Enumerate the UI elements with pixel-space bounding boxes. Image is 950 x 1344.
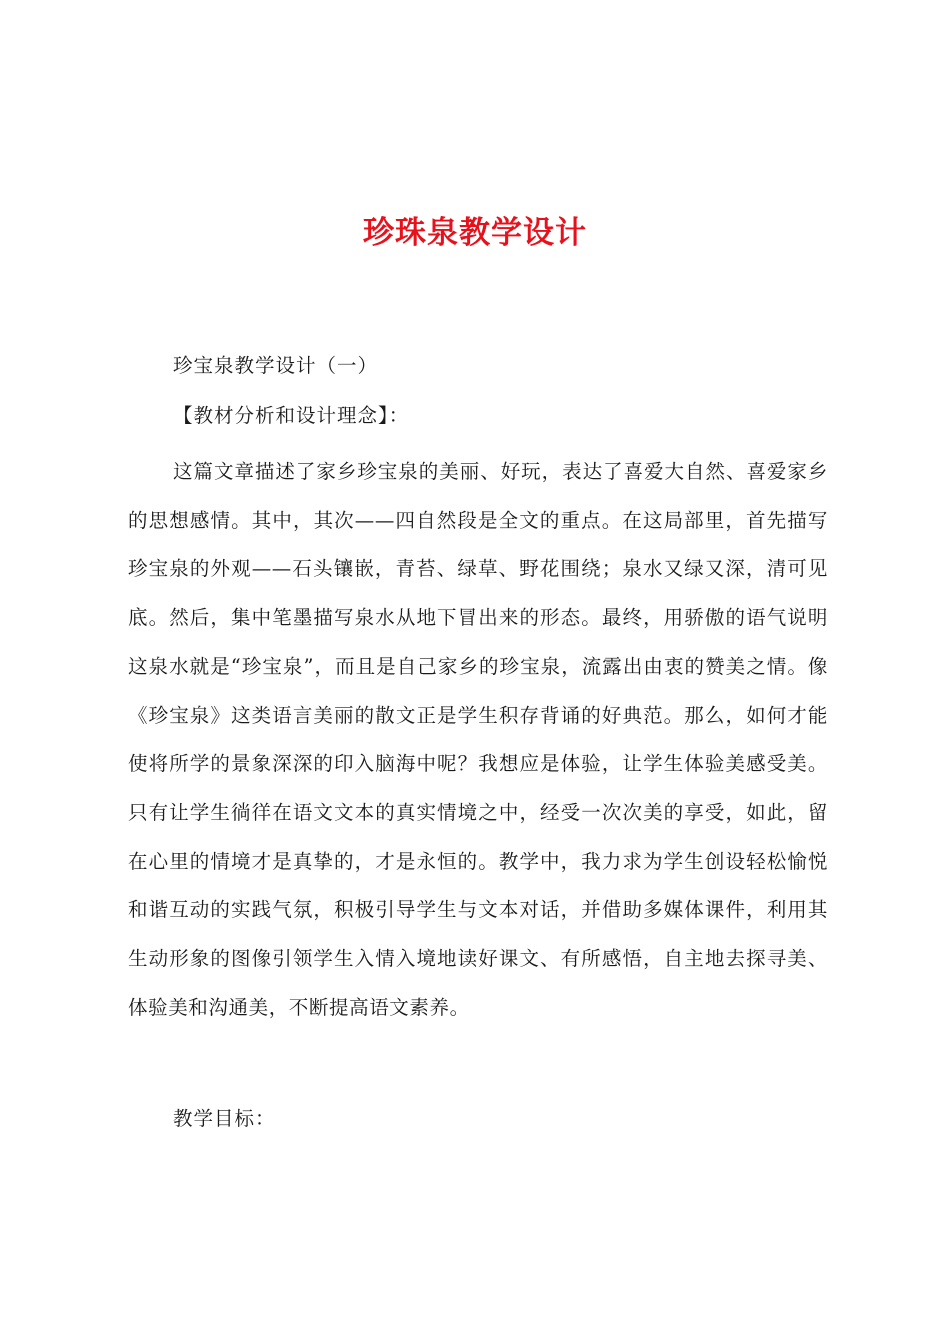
goals-heading: 教学目标：	[173, 1107, 276, 1130]
subtitle: 珍宝泉教学设计（一）	[173, 354, 379, 377]
section-heading: 【教材分析和设计理念】：	[173, 404, 410, 427]
body-paragraph: 这篇文章描述了家乡珍宝泉的美丽、好玩，表达了喜爱大自然、喜爱家乡的思想感情。其中，其次——四自然段是全文的重点。在这局部里，首先描写珍宝泉的外观——石头镶嵌，青苔、绿草、野花围绕；泉水又绿又深，清可见底。然后，集中笔墨描写泉水从地下冒出来的形态。最终，用骄傲的语气说明这泉水就是“珍宝泉”，而且是自己家乡的珍宝泉，流露出由衷的赞美之情。像《珍宝泉》这类语言美丽的散文正是学生积存背诵的好典范。那么，如何才能使将所学的景象深深的印入脑海中呢？我想应是体验，让学生体验美感受美。只有让学生徜徉在语文文本的真实情境之中，经受一次次美的享受，如此，留在心里的情境才是真挚的，才是永恒的。教学中，我力求为学生创设轻松愉悦和谐互动的实践气氛，积极引导学生与文本对话，并借助多媒体课件，利用其生动形象的图像引领学生入情入境地读好课文、有所感悟，自主地去探寻美、体验美和沟通美，不断提高语文素养。	[128, 460, 828, 1019]
document-title: 珍珠泉教学设计	[363, 215, 587, 251]
